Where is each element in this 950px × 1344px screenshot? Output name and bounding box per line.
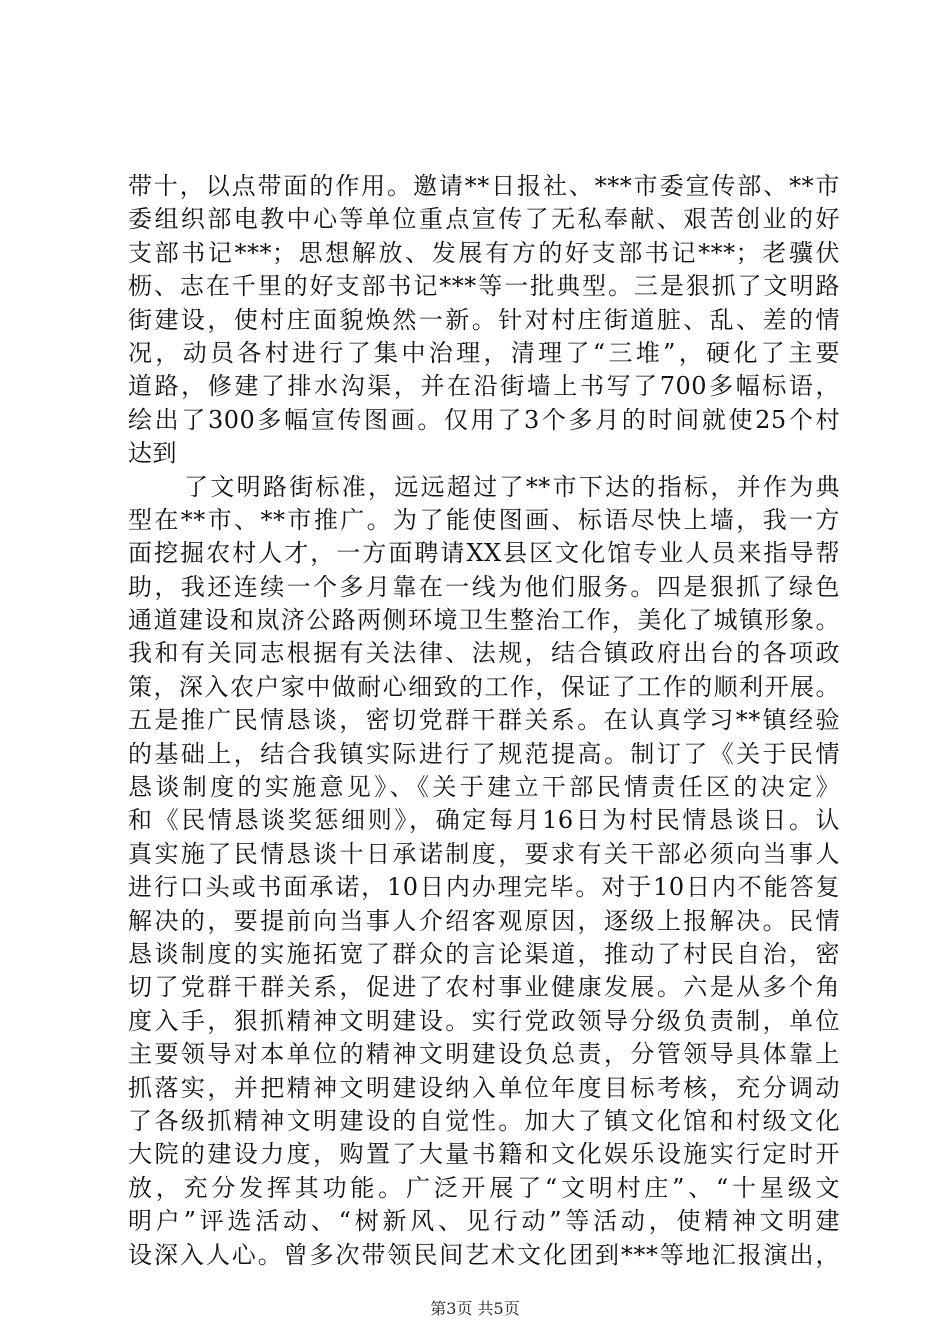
text-line-13: 助，我还连续一个多月靠在一线为他们服务。四是狠抓了绿色 <box>128 572 840 601</box>
text-line-2: 委组织部电教中心等单位重点宣传了无私奉献、艰苦创业的好 <box>128 205 840 234</box>
body-text <box>128 170 840 1272</box>
text-line-23: 解决的，要提前向当事人介绍客观原因，逐级上报解决。民情 <box>128 906 840 935</box>
page-footer: 第3页 共5页 <box>430 1299 520 1318</box>
text-line-10: 了文明路街标准，远远超过了**市下达的指标，并作为典 <box>184 472 840 501</box>
text-line-9: 达到 <box>128 439 177 468</box>
text-line-30: 大院的建设力度，购置了大量书籍和文化娱乐设施实行定时开 <box>128 1140 840 1169</box>
text-line-33: 设深入人心。曾多次带领民间艺术文化团到***等地汇报演出， <box>128 1240 840 1269</box>
text-line-7: 道路，修建了排水沟渠，并在沿街墙上书写了700多幅标语， <box>128 372 840 401</box>
text-line-19: 恳谈制度的实施意见》、《关于建立干部民情责任区的决定》 <box>128 773 840 802</box>
text-line-31: 放，充分发挥其功能。广泛开展了“文明村庄”、“十星级文 <box>128 1173 840 1202</box>
text-line-25: 切了党群干群关系，促进了农村事业健康发展。六是从多个角 <box>128 973 840 1002</box>
text-line-17: 五是推广民情恳谈，密切党群干群关系。在认真学习**镇经验 <box>128 706 840 735</box>
text-line-29: 了各级抓精神文明建设的自觉性。加大了镇文化馆和村级文化 <box>128 1106 840 1135</box>
text-line-18: 的基础上，结合我镇实际进行了规范提高。制订了《关于民情 <box>128 739 840 768</box>
text-line-27: 主要领导对本单位的精神文明建设负总责，分管领导具体靠上 <box>128 1040 840 1069</box>
text-line-12: 面挖掘农村人才，一方面聘请XX县区文化馆专业人员来指导帮 <box>128 539 840 568</box>
text-line-4: 枥、志在千里的好支部书记***等一批典型。三是狠抓了文明路 <box>128 272 840 301</box>
text-line-32: 明户”评选活动、“树新风、见行动”等活动，使精神文明建 <box>128 1207 840 1236</box>
text-line-24: 恳谈制度的实施拓宽了群众的言论渠道，推动了村民自治，密 <box>128 939 840 968</box>
text-line-3: 支部书记***；思想解放、发展有方的好支部书记***；老骥伏 <box>128 238 840 267</box>
text-line-22: 进行口头或书面承诺，10日内办理完毕。对于10日内不能答复 <box>128 873 840 902</box>
text-line-28: 抓落实，并把精神文明建设纳入单位年度目标考核，充分调动 <box>128 1073 840 1102</box>
text-line-21: 真实施了民情恳谈十日承诺制度，要求有关干部必须向当事人 <box>128 839 840 868</box>
text-line-15: 我和有关同志根据有关法律、法规，结合镇政府出台的各项政 <box>128 639 840 668</box>
text-line-8: 绘出了300多幅宣传图画。仅用了3个多月的时间就使25个村 <box>128 405 840 434</box>
text-line-14: 通道建设和岚济公路两侧环境卫生整治工作，美化了城镇形象。 <box>128 606 840 635</box>
text-line-26: 度入手，狠抓精神文明建设。实行党政领导分级负责制，单位 <box>128 1006 840 1035</box>
text-line-11: 型在**市、**市推广。为了能使图画、标语尽快上墙，我一方 <box>128 505 840 534</box>
text-line-5: 街建设，使村庄面貌焕然一新。针对村庄街道脏、乱、差的情 <box>128 305 840 334</box>
text-line-6: 况，动员各村进行了集中治理，清理了“三堆”，硬化了主要 <box>128 338 840 367</box>
text-line-20: 和《民情恳谈奖惩细则》，确定每月16日为村民情恳谈日。认 <box>128 806 840 835</box>
text-line-16: 策，深入农户家中做耐心细致的工作，保证了工作的顺利开展。 <box>128 672 840 701</box>
text-line-1: 带十，以点带面的作用。邀请**日报社、***市委宣传部、**市 <box>128 172 840 200</box>
